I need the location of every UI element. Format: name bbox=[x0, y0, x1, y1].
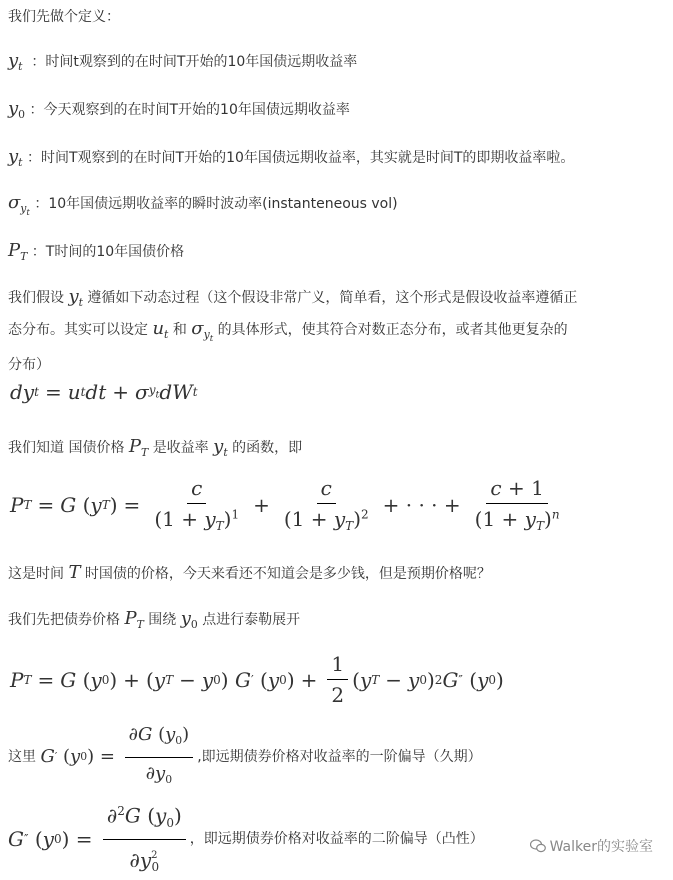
definition-text: ：今天观察到的在时间T开始的10年国债远期收益率 bbox=[29, 102, 350, 118]
price-formula: P T = G ( y T ) = $\frac{c}{(1 + y_T)^1}$ + $\frac{c}{(1 + y_T)^2}$ + · · · + $\frac{c + 1}{(1 + y_T)^n}$ bbox=[10, 476, 560, 534]
definition-text: ：时间t观察到的在时间T开始的10年国债远期收益率 bbox=[31, 54, 358, 70]
taylor-expansion: P T = G ( y 0 ) + ( y T − y 0 ) G ′ ( y 0 ) + $\frac{1}{2}$ ( y T − y 0 ) 2 G ″ ( y 0 ) bbox=[10, 652, 504, 707]
definition-sigma: $\sigma_{y_t}$ ：10年国债远期收益率的瞬时波动率(instanteneous vol) bbox=[8, 192, 398, 218]
second-derivative-paragraph: G ″ ( y 0 ) = $\frac{\partial^2G (y_0)}{\partial y^2_0}$ ，即远期债券价格对收益率的二阶偏导（凸性） bbox=[8, 798, 665, 880]
text-fragment: 我们先把债券价格 bbox=[8, 612, 120, 628]
wechat-icon bbox=[530, 839, 546, 853]
text-fragment: ,即远期债券价格对收益率的一阶偏导（久期） bbox=[197, 749, 482, 766]
assumption-paragraph: 我们假设 $y_t$ 遵循如下动态过程（这个假设非常广义，简单看，这个形式是假设收益率遵循正 态分布。其实可以设定 $u_t$ 和 $\sigma_{y_t}$ 的具体形式，使其符合对数正态分布，或者其他更复杂的 分布） bbox=[8, 286, 578, 373]
sde-equation: dy t = u t dt + σ $y_t$ dW t bbox=[10, 380, 198, 404]
text-fragment: 我们知道 国债价格 bbox=[8, 440, 125, 456]
definition-price: $P_T$ ：T时间的10年国债价格 bbox=[8, 240, 185, 263]
text-fragment: 遵循如下动态过程（这个假设非常广义，简单看，这个形式是假设收益率遵循正 bbox=[87, 290, 578, 306]
first-derivative-paragraph: 这里 G ′ ( y 0 ) = $\frac{\partial G (y_0)}{\partial y_0}$ ,即远期债券价格对收益率的一阶偏导（久期） bbox=[8, 724, 482, 786]
text-fragment: 我们假设 bbox=[8, 290, 64, 306]
text-fragment: 点进行泰勒展开 bbox=[202, 612, 301, 628]
text-fragment: ，即远期债券价格对收益率的二阶偏导（凸性） bbox=[189, 831, 484, 848]
text-fragment: 态分布。其实可以设定 bbox=[8, 321, 148, 338]
function-paragraph: 我们知道 国债价格 $P_T$ 是收益率 $y_t$ 的函数，即 bbox=[8, 436, 303, 459]
definition-yt-forward: $y_t$ ：时间t观察到的在时间T开始的10年国债远期收益率 bbox=[8, 50, 358, 73]
definition-y0: $y_0$ ：今天观察到的在时间T开始的10年国债远期收益率 bbox=[8, 98, 350, 121]
text-fragment: 围绕 bbox=[148, 612, 177, 628]
definition-text: ：10年国债远期收益率的瞬时波动率(instanteneous vol) bbox=[34, 196, 398, 212]
definition-yt-spot: $y_t$ ：时间T观察到的在时间T开始的10年国债远期收益率，其实就是时间T的即期收益率啦。 bbox=[8, 146, 575, 169]
text-fragment: 和 bbox=[172, 321, 187, 338]
text-fragment: 这里 bbox=[8, 749, 36, 766]
intro-text: 我们先做个定义： bbox=[8, 9, 120, 25]
text-fragment: 分布） bbox=[8, 356, 50, 373]
text-fragment: 时国债的价格，今天来看还不知道会是多少钱，但是预期价格呢？ bbox=[84, 566, 491, 582]
definition-text: ：时间T观察到的在时间T开始的10年国债远期收益率，其实就是时间T的即期收益率啦。 bbox=[26, 150, 575, 166]
text-fragment: 是收益率 bbox=[152, 440, 209, 456]
taylor-paragraph: 我们先把债券价格 $P_T$ 围绕 $y_0$ 点进行泰勒展开 bbox=[8, 608, 301, 631]
text-fragment: 的函数，即 bbox=[232, 440, 303, 456]
text-fragment: 这是时间 bbox=[8, 566, 64, 582]
price-paragraph: 这是时间 T 时国债的价格，今天来看还不知道会是多少钱，但是预期价格呢？ bbox=[8, 562, 491, 583]
definition-text: ：T时间的10年国债价格 bbox=[31, 244, 185, 260]
text-fragment: 的具体形式，使其符合对数正态分布，或者其他更复杂的 bbox=[217, 321, 568, 338]
watermark-text: Walker的实验室 bbox=[549, 839, 653, 855]
watermark bbox=[530, 836, 653, 856]
